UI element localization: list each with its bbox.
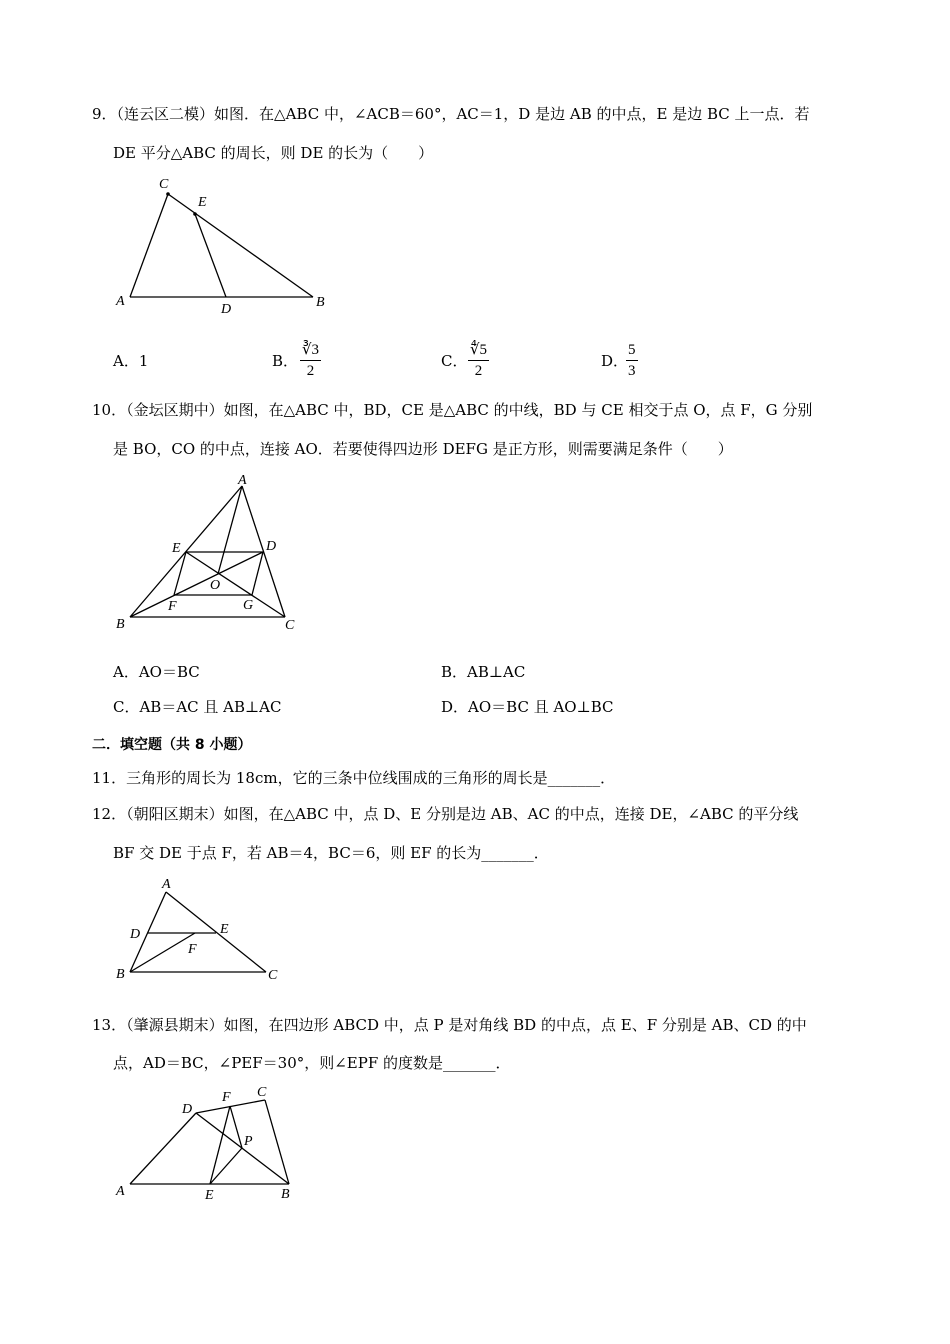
q13-label-c: C [257, 1085, 267, 1100]
q12-text-line2: BF 交 DE 于点 F，若 AB＝4，BC＝6，则 EF 的长为_______． [113, 844, 549, 862]
q9-option-c-denominator: 2 [474, 363, 483, 379]
q9-label-d: D [221, 302, 232, 317]
q9-label-e: E [198, 195, 207, 210]
q10-label-c: C [285, 618, 295, 633]
q9-option-c-fraction [468, 340, 489, 381]
q9-option-c-numerator: ∜5 [468, 340, 489, 361]
q10-option-d: D．AO＝BC 且 AO⊥BC [441, 698, 614, 716]
q11-text-line1: 11．三角形的周长为 18cm，它的三条中位线围成的三角形的周长是_______． [92, 769, 616, 787]
q9-option-b-denominator: 2 [306, 363, 315, 379]
q13-label-f: F [222, 1090, 231, 1105]
q10-triangle-figure [110, 470, 310, 635]
q9-text-line2: DE 平分△ABC 的周长，则 DE 的长为（ ） [113, 144, 434, 162]
q9-option-d-fraction [626, 340, 638, 381]
q9-text-line1: 9．（连云区二模）如图．在△ABC 中，∠ACB＝60°，AC＝1，D 是边 AB 的中点，E 是边 BC 上一点．若 [92, 105, 810, 123]
q13-text-line2: 点，AD＝BC，∠PEF＝30°，则∠EPF 的度数是_______． [113, 1054, 511, 1072]
q10-text-line1: 10．（金坛区期中）如图，在△ABC 中，BD，CE 是△ABC 的中线，BD 与 CE 相交于点 O，点 F，G 分别 [92, 401, 813, 419]
q10-label-d: D [266, 539, 277, 554]
q13-label-a: A [116, 1184, 125, 1199]
q9-triangle-figure [110, 172, 340, 322]
q9-label-b: B [316, 295, 325, 310]
q9-label-a: A [116, 294, 125, 309]
q10-option-a: A．AO＝BC [113, 663, 200, 681]
q13-text-line1: 13．（肇源县期末）如图，在四边形 ABCD 中，点 P 是对角线 BD 的中点，点 E、F 分别是 AB、CD 的中 [92, 1016, 807, 1034]
q13-label-p: P [244, 1134, 253, 1149]
q12-label-c: C [268, 968, 278, 983]
q13-label-e: E [205, 1188, 214, 1203]
q9-option-d-letter: D． [601, 352, 629, 370]
q10-label-g: G [243, 598, 254, 613]
q9-segment-de [195, 214, 226, 297]
q12-label-e: E [220, 922, 229, 937]
q10-label-o: O [210, 578, 221, 593]
q10-text-line2: 是 BO，CO 的中点，连接 AO．若要使得四边形 DEFG 是正方形，则需要满足条件（ ） [113, 440, 733, 458]
q12-label-d: D [130, 927, 141, 942]
q10-label-e: E [172, 541, 181, 556]
q12-label-a: A [162, 877, 171, 892]
q10-option-c: C．AB＝AC 且 AB⊥AC [113, 698, 282, 716]
q12-label-b: B [116, 967, 125, 982]
q13-label-d: D [182, 1102, 193, 1117]
q10-option-b: B．AB⊥AC [441, 663, 526, 681]
q13-label-b: B [281, 1187, 290, 1202]
q10-label-b: B [116, 617, 125, 632]
q9-option-d-denominator: 3 [628, 363, 636, 379]
q9-option-a: A．1 [113, 352, 149, 370]
q9-label-c: C [159, 177, 169, 192]
q12-label-f: F [188, 942, 197, 957]
q9-segment-cb [168, 194, 313, 297]
q9-option-b-letter: B． [272, 352, 299, 370]
q9-option-c-letter: C． [441, 352, 468, 370]
q12-triangle-figure [110, 872, 300, 987]
q9-option-b-fraction [300, 340, 321, 381]
q10-label-a: A [238, 473, 247, 488]
q12-text-line1: 12．（朝阳区期末）如图，在△ABC 中，点 D、E 分别是边 AB、AC 的中点，连接 DE，∠ABC 的平分线 [92, 805, 799, 823]
q9-option-d-numerator: 5 [626, 340, 638, 361]
q9-option-b-numerator: ∛3 [300, 340, 321, 361]
q9-segment-ac [130, 194, 168, 297]
q13-quadrilateral-figure [110, 1080, 310, 1205]
section-fill-in-heading: 二．填空题（共 8 小题） [92, 737, 252, 753]
q10-label-f: F [168, 599, 177, 614]
